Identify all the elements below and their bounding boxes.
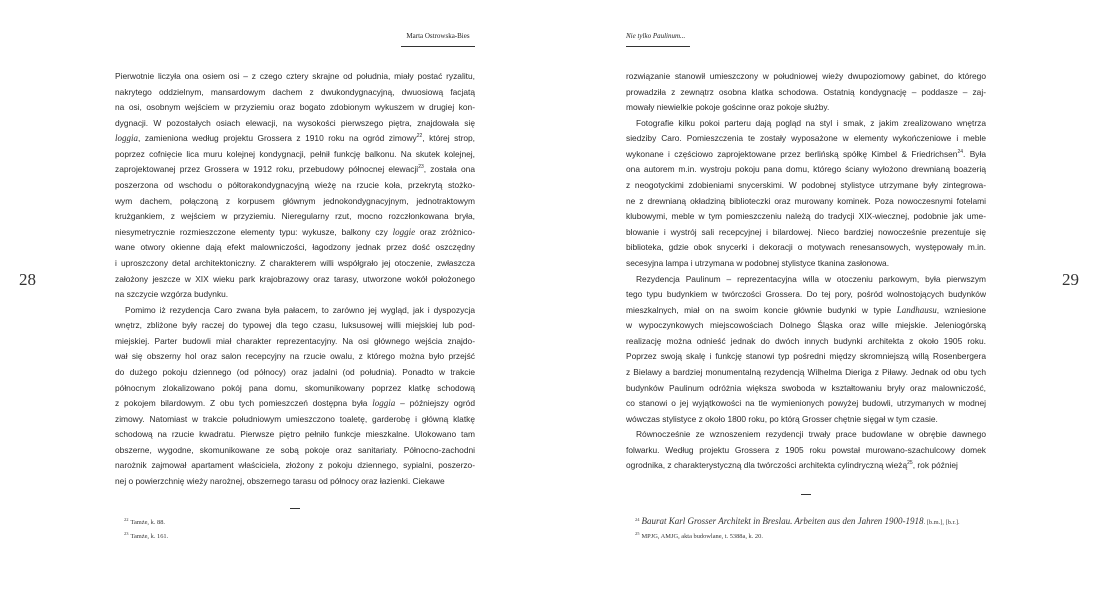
text-line: krużgankiem, z wejściem w przyziemiu. Nieregularny rzut, mocno rozczłonkowana bryła, [115,211,475,222]
text-line: w wypoczynkowych miejscowościach Dolnego Śląska oraz wille miejskie. Jeleniogórską [626,320,986,331]
text-line: ogrodnika, z charakterystyczną dla twórczości architekta cylindryczną wieżą$^{25}$, rok później [626,460,958,471]
footnote-ref: 25 [907,460,913,467]
footnote: $^{24}$ Baurat Karl Grosser Architekt in Breslau. Arbeiten aus den Jahren 1900-1918. [b.m.], [b.r.]. [635,516,960,527]
text-line: z pokojem bilardowym. Z obu tych pomieszczeń dostępna była loggia – późniejszy ogród [115,398,475,409]
text-line: niesymetrycznie rozmieszczone elementy typu: wykusze, balkony czy loggie oraz zróżnico- [115,226,475,237]
text-line: folwarku. Według projektu Grossera z 1905 roku powstał murowano-szachulcowy domek [626,444,986,455]
footnote-number: 23 [124,530,129,536]
text-line: Pomimo iż rezydencja Caro zwana była pałacem, to zarówno jej wygląd, jak i dyspozycja [125,304,475,315]
text-line: blowanie i wystrój sali recepcyjnej i bilardowej. Nieco bardziej nowocześnie prezentuje się [626,226,986,237]
text-line: i uproszczony detal architektoniczny. Z charakterem willi współgrało jej otoczenie, zwłaszcza [115,257,475,268]
text-line: z neogotyckimi zdobieniami snycerskimi. W podobnej stylistyce utrzymane były zintegrowa- [626,180,986,191]
text-line: założony jeszcze w XIX wieku park krajobrazowy oraz tarasy, utworzone wokół położonego [115,273,475,284]
right-page [550,0,1100,602]
text-line: prowadziła z zewnątrz osobna klatka schodowa. Ostatnią kondygnację – poddasze – zaj- [626,86,986,97]
text-line: co stanowi o jej wyjątkowości na tle wymienionych powyżej budowli, utrzymanych w modnej [626,398,986,409]
italic-term: loggia [372,398,396,409]
text-line: z Bielawy a bardziej monumentalną rezydencją Wilhelma Dieriga z Piławy. Jednak od obu tych [626,366,986,377]
text-line: Rezydencja Paulinum – reprezentacyjna willa w otoczeniu parkowym, była pierwszym [636,273,986,284]
running-head-rule [401,46,475,47]
text-line: ne z drewnianą okładziną biblioteczki oraz murowany kominek. Poza nowoczesnymi fotelami [626,195,986,206]
text-line: nej o powierzchnię wieży narożnej, obszernego tarasu od północy oraz łazienki. Ciekawe [115,476,445,487]
italic-term: Baurat Karl Grosser Architekt in Breslau. Arbeiten aus den Jahren 1900-1918 [641,516,924,527]
footnote: $^{22}$ Tamże, k. 88. [124,517,166,527]
footnote-number: 25 [635,530,640,536]
text-line: wówczas stylistyce z około 1800 roku, po którą Grosser chętnie sięgał w tym czasie. [626,413,938,424]
running-head-title [626,32,690,47]
text-line: zimowy. Natomiast w trakcie południowym umieszczono toaletę, garderobę i główną klatkę [115,413,475,424]
text-line: poprzez cofnięcie lica muru kolejnej kondygnacji, pełnił funkcję balkonu. Na skutek kolejnej, [115,148,475,159]
text-line: tego typu budynkiem w twórczości Grossera. Do tej pory, pośród wolnostojących budynków [626,289,986,300]
text-line: mowały niewielkie pokoje gościnne oraz pokoje służby. [626,102,830,113]
text-line: siedziby Caro. Pomieszczenia te zostały wyposażone w elementy wykończeniowe i meble [626,133,986,144]
text-line: Poprzez swoją skalę i funkcję stanowi typ pośredni między skromniejszą willą Rosenbergera [626,351,986,362]
text-line: Fotografie kilku pokoi parteru dają pogląd na styl i smak, z jakim zrealizowano wnętrza [636,117,986,128]
text-line: klubowymi, meble w tym pomieszczeniu należą do tradycji XIX-wiecznej, podobnie jak ume- [626,211,986,222]
footnote-number: 22 [124,517,129,522]
running-head-author [401,32,475,47]
footnote-divider [801,494,811,495]
text-line: narożnik zajmował apartament właściciela, złożony z pokoju dziennego, sypialni, poszerzo- [115,460,475,471]
page-number: 29 [1062,270,1079,289]
italic-term: Landhausu [896,304,937,315]
footnote-number: 24 [635,517,640,522]
text-line: wym dachem, połączoną z korpusem głównym jednokondygnacyjnym, jednotraktowym [115,195,475,206]
text-line: loggia, zamieniona według projektu Grossera z 1910 roku na ogród zimowy$^{22}$, której strop, [115,133,475,144]
text-line: nakrytego oddzielnym, mansardowym dachem z dwukondygnacyjną, dwuosiową facjatą [115,86,475,97]
body-text [626,69,986,474]
text-line: biblioteka, gdzie obok snycerki i dekoracji o motywach renesansowych, występowały m.in. [626,242,986,253]
footnote-ref: 24 [957,149,964,156]
footnotes [635,515,960,542]
text-line: miejskiej. Parter budowli miał charakter reprezentacyjny. Na osi głównego wejścia znajdo- [115,335,475,346]
text-line: mieszkalnych, miał on na swoim koncie głównie budynki w typie Landhausu, wzniesione [626,304,986,315]
footnote: $^{23}$ Tamże, k. 161. [124,530,169,540]
text-line: do dużego pokoju dziennego (od północy) oraz jadalni (od południa). Ponadto w trakcie [115,366,475,377]
footnote-divider [290,508,300,509]
text-line: rozwiązanie stanowił umieszczony w południowej wieży dwupoziomowy gabinet, do którego [626,71,986,81]
text-line: wnętrz, zbliżone były raczej do typowej dla tego czasu, luksusowej willi miejskiej lub pod- [115,320,475,331]
text-line: na szczycie wzgórza budynku. [115,289,229,300]
text-line: schodową na rzucie kwadratu. Pierwsze piętro pełniło funkcje mieszkalne. Ulokowano tam [115,429,475,440]
text-line: budynków Paulinum odróżnia większa swoboda w kształtowaniu bryły oraz malowniczość, [626,382,986,393]
text-line: obszerne, wygodne, skomunikowane ze sobą pokoje oraz sanitariaty. Północno-zachodni [115,444,475,455]
footnote-ref: 23 [418,164,424,171]
text-line: Równocześnie ze wznoszeniem rezydencji trwały prace budowlane w obrębie dawnego [636,429,986,440]
running-head-text: Marta Ostrowska-Bies [406,32,470,40]
text-line: Pierwotnie liczyła ona osiem osi – z czego cztery skrajne od południa, miały postać ryzalitu, [115,71,475,81]
running-head-text: Nie tylko Paulinum... [626,32,686,40]
body-text [115,69,475,490]
text-line: wane otwory okienne dają efekt malowniczości, łagodzony jednak przez dość oszczędny [115,242,475,253]
text-line: realizację można odnieść jednak do dwóch innych budynki architekta z około 1905 roku. [626,335,986,346]
page-number: 28 [19,270,36,289]
text-line: secesyjna lampa i utrzymana w podobnej stylistyce tkanina zasłonowa. [626,257,890,268]
footnote: $^{25}$ MPJG, AMJG, akta budowlane, t. 5388a, k. 20. [635,530,763,540]
text-line: północnym zlokalizowano pokój pana domu, skomunikowany poprzez klatkę schodową [115,382,475,393]
italic-term: loggia [115,133,139,144]
footnotes [124,515,168,542]
text-line: poszerzona od wschodu o półtorakondygnacyjną wieżę na rzucie koła, przekrytą stożko- [115,180,475,191]
text-line: wał się obszerny hol oraz salon recepcyjny na rzucie owalu, z którego można było przejść [115,351,475,362]
text-line: zaprojektowanej przez Grossera w 1912 roku, przebudowy północnej elewacji$^{23}$, została ona [115,164,475,175]
text-line: ona autorem m.in. wystroju pokoju pana domu, którego ściany wyłożono drewnianą boazerią [626,164,986,175]
text-line: dygnacji. W pozostałych osiach elewacji, na wysokości pierwszego piętra, znajdowała się [115,117,475,128]
text-line: na osi, osobnym wejściem w przyziemiu oraz bogato zdobionym wykuszem w drugiej kon- [115,102,475,113]
footnote-ref: 22 [416,133,423,140]
running-head-rule [626,46,690,47]
text-line: wykonane i częściowo zaprojektowane przez berlińską spółkę Kimbel & Friedrichsen$^{24}$. Była [626,148,986,159]
italic-term: loggie [392,226,416,237]
